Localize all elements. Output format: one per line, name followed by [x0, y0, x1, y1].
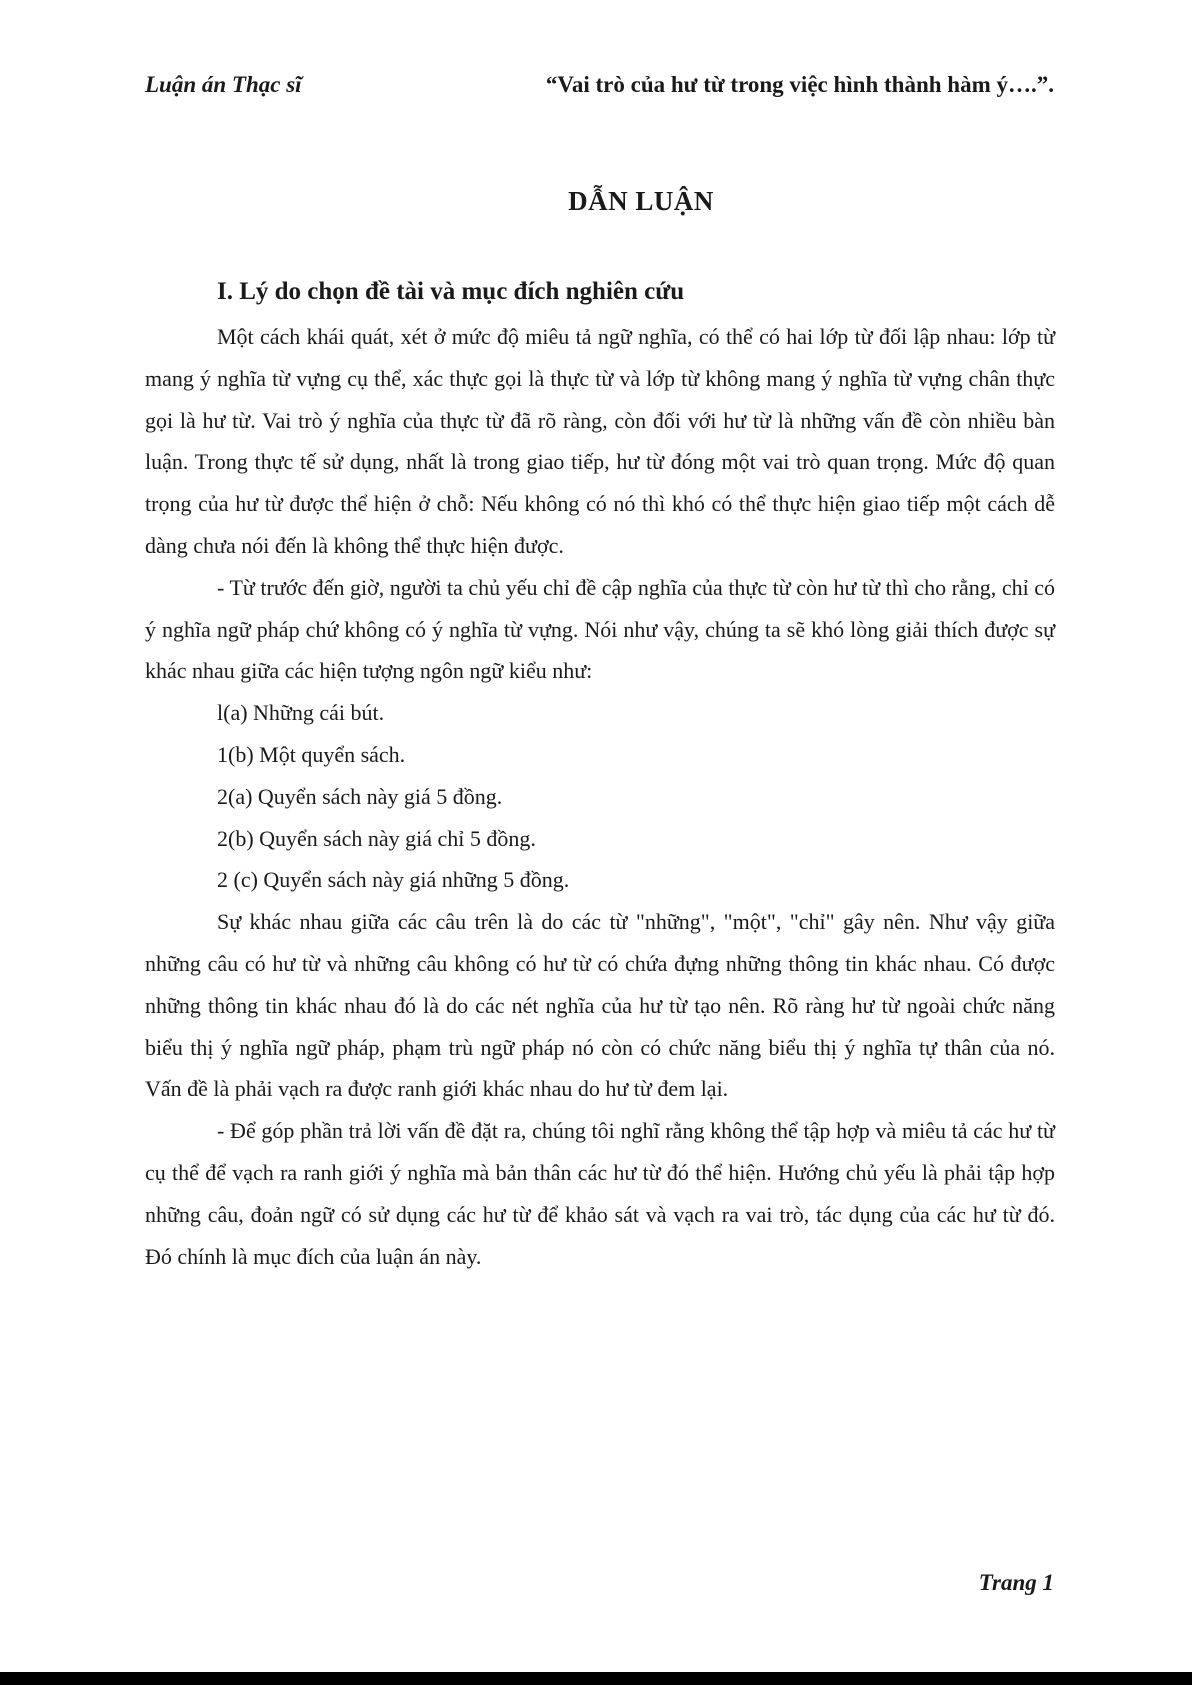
example-line: 2(a) Quyển sách này giá 5 đồng. — [217, 783, 503, 809]
section-heading: I. Lý do chọn đề tài và mục đích nghiên cứu — [217, 278, 685, 305]
paragraph: - Để góp phần trả lời vấn đề đặt ra, chúng tôi nghĩ rằng không thể tập hợp và miêu tả các hư từ cụ thể để vạch ra ranh giới ý nghĩa mà bản thân các hư từ đó thể hiện. Hướng chủ yếu là phải tập hợp những câu, đoản ngữ có sử dụng các hư từ để khảo sát và vạch ra vai trò, tác dụng của các hư từ đó. Đó chính là mục đích của luận án này. — [145, 1118, 1055, 1269]
page-number: Trang 1 — [978, 1570, 1054, 1595]
example-line: 2(b) Quyển sách này giá chỉ 5 đồng. — [217, 825, 536, 851]
paragraph: Một cách khái quát, xét ở mức độ miêu tả ngữ nghĩa, có thể có hai lớp từ đối lập nhau: lớp từ mang ý nghĩa từ vựng cụ thể, xác thực gọi là thực từ và lớp từ không mang ý nghĩa từ vựng chân thực gọi là hư từ. Vai trò ý nghĩa của thực từ đã rõ ràng, còn đối với hư từ là những vấn đề còn nhiều bàn luận. Trong thực tế sử dụng, nhất là trong giao tiếp, hư từ đóng một vai trò quan trọng. Mức độ quan trọng của hư từ được thể hiện ở chỗ: Nếu không có nó thì khó có thể thực hiện giao tiếp một cách dễ dàng chưa nói đến là không thể thực hiện được. — [145, 324, 1055, 558]
header-thesis-title: “Vai trò của hư từ trong việc hình thành hàm ý….”. — [545, 72, 1054, 97]
example-line: 2 (c) Quyển sách này giá những 5 đồng. — [217, 867, 570, 893]
example-line: 1(b) Một quyển sách. — [217, 741, 406, 767]
example-line: l(a) Những cái bút. — [217, 700, 385, 726]
body-text — [145, 316, 1055, 1277]
paragraph: - Từ trước đến giờ, người ta chủ yếu chỉ đề cập nghĩa của thực từ còn hư từ thì cho rằng, chỉ có ý nghĩa ngữ pháp chứ không có ý nghĩa từ vựng. Nói như vậy, chúng ta sẽ khó lòng giải thích được sự khác nhau giữa các hiện tượng ngôn ngữ kiểu như: — [145, 574, 1055, 684]
paragraph: Sự khác nhau giữa các câu trên là do các từ "những", "một", "chỉ" gây nên. Như vậy giữa những câu có hư từ và những câu không có hư từ có chứa đựng những thông tin khác nhau. Có được những thông tin khác nhau đó là do các nét nghĩa của hư từ tạo nên. Rõ ràng hư từ ngoài chức năng biểu thị ý nghĩa ngữ pháp, phạm trù ngữ pháp nó còn có chức năng biểu thị ý nghĩa tự thân của nó. Vấn đề là phải vạch ra được ranh giới khác nhau do hư từ đem lại. — [145, 909, 1055, 1102]
bottom-border — [0, 1672, 1192, 1685]
header-thesis-type: Luận án Thạc sĩ — [145, 72, 302, 97]
chapter-title: DẪN LUẬN — [568, 186, 714, 216]
